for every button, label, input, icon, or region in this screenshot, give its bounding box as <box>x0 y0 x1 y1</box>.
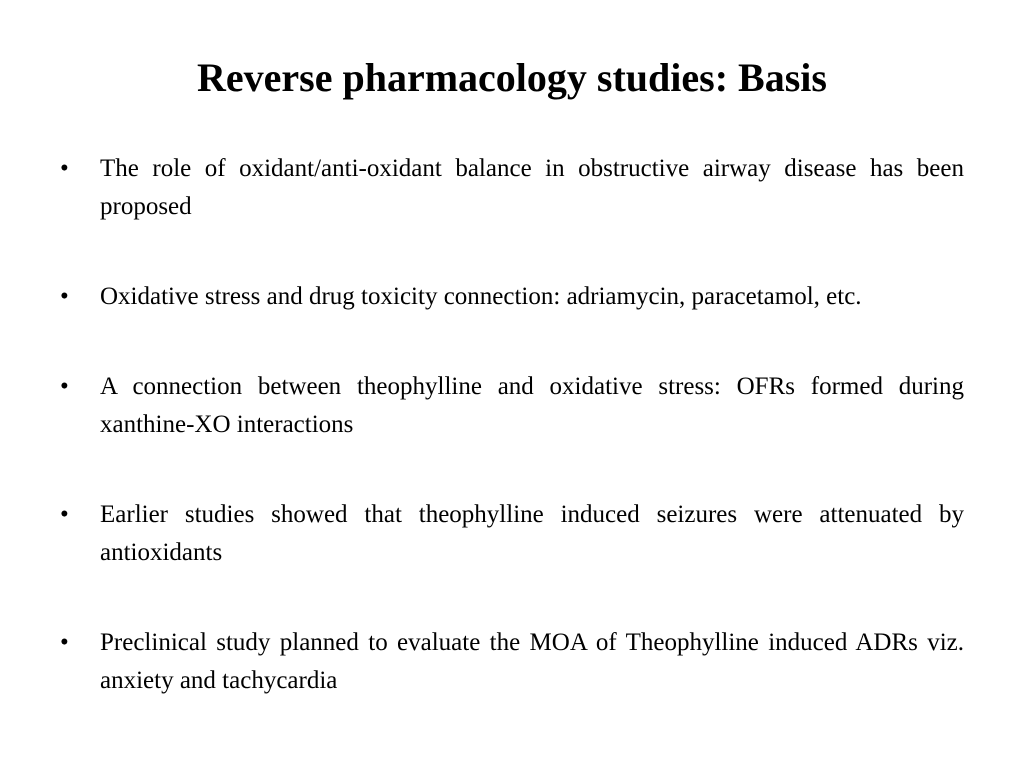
bullet-icon: • <box>60 373 69 400</box>
bullet-text: A connection between theophylline and oxidative stress: OFRs formed during xanthine-XO interactions <box>100 373 964 438</box>
bullet-text: Oxidative stress and drug toxicity connection: adriamycin, paracetamol, etc. <box>100 283 862 310</box>
bullet-text: The role of oxidant/anti-oxidant balance in obstructive airway disease has been proposed <box>100 155 964 220</box>
bullet-item <box>60 278 964 316</box>
bullet-item <box>60 368 964 444</box>
bullet-text: Earlier studies showed that theophylline induced seizures were attenuated by antioxidants <box>100 501 964 566</box>
bullet-list <box>60 150 964 700</box>
bullet-text: Preclinical study planned to evaluate the MOA of Theophylline induced ADRs viz. anxiety and tachycardia <box>100 629 964 694</box>
bullet-item <box>60 496 964 572</box>
bullet-icon: • <box>60 283 69 310</box>
bullet-item <box>60 624 964 700</box>
slide-title: Reverse pharmacology studies: Basis <box>197 55 827 100</box>
bullet-item <box>60 150 964 226</box>
bullet-icon: • <box>60 501 69 528</box>
bullet-icon: • <box>60 155 69 182</box>
bullet-icon: • <box>60 629 69 656</box>
